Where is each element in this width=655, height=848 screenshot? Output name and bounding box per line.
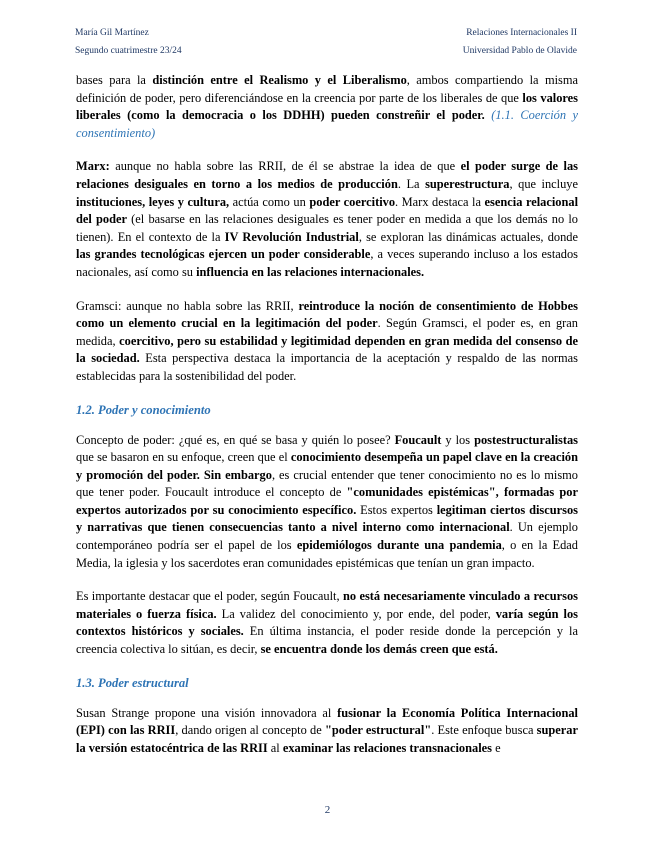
paragraph <box>76 588 578 658</box>
text-run: Estos expertos <box>356 502 437 517</box>
text-run: e <box>491 740 501 755</box>
bold-text: postestructuralistas <box>474 432 578 447</box>
bold-text: el poder surge de las relaciones desiguales en torno a los medios de producción <box>76 159 578 191</box>
text-run: 1.2. Poder y conocimiento <box>76 402 211 417</box>
cross-reference: (1.1. Coerción y consentimiento) <box>76 108 578 140</box>
text-run: Susan Strange propone una visión innovadora al <box>76 705 338 720</box>
text-run: , o en la Edad Media, la iglesia y los sacerdotes eran comunidades epistémicas que tenían un gran impacto. <box>76 538 579 570</box>
bold-text: no está necesariamente vinculado a recursos materiales o fuerza física. <box>76 589 578 621</box>
text-run: . Este enfoque busca <box>431 723 537 738</box>
document-body <box>76 72 578 773</box>
text-run: , se exploran las dinámicas actuales, donde <box>358 229 578 244</box>
bold-text: varía según los contextos históricos y sociales. <box>76 606 579 639</box>
text-run: . La <box>397 176 426 191</box>
text-run: aunque no habla sobre las RRII, de él se abstrae la idea de que <box>109 159 461 174</box>
paragraph <box>76 432 578 573</box>
bold-text: IV Revolución Industrial <box>224 229 359 244</box>
section-heading <box>76 675 578 692</box>
bold-text: instituciones, leyes y cultura, <box>76 194 230 209</box>
text-run: Concepto de poder: ¿qué es, en qué se basa y quién lo posee? <box>76 432 395 447</box>
text-run: bases para la <box>76 73 153 87</box>
bold-text: influencia en las relaciones internacionales. <box>196 264 425 279</box>
text-run: En última instancia, el poder reside donde la percepción y la creencia colectiva lo sitúan, es decir, <box>76 624 578 657</box>
text-run: (el basarse en las relaciones desiguales es tener poder en medida a que los demás no lo tienen). En el contexto de la <box>76 212 578 244</box>
bold-text: fusionar la Economía Política Internacional (EPI) con las RRII <box>76 705 578 738</box>
text-run: . Según Gramsci, el poder es, en gran medida, <box>76 316 578 348</box>
bold-text: distinción entre el Realismo y el Liberalismo <box>152 73 407 87</box>
bold-text: "poder estructural" <box>324 723 432 738</box>
bold-text: legitiman ciertos discursos y narrativas que tienen consecuencias tanto a nivel interno como internacional <box>76 502 578 535</box>
text-run: 1.3. Poder estructural <box>76 675 189 690</box>
page-number: 2 <box>324 804 331 816</box>
bold-text: reintroduce la noción de consentimiento de Hobbes como un elemento crucial en la legitimación del poder <box>76 298 579 331</box>
bold-text: Marx: <box>76 159 110 174</box>
bold-text: los valores liberales (como la democracia o los DDHH) pueden constreñir el poder. <box>76 90 578 123</box>
bold-text: superar la versión estatocéntrica de las RRII <box>76 723 578 755</box>
bold-text: conocimiento desempeña un papel clave en la creación y promoción del poder. Sin embargo <box>76 450 578 482</box>
bold-text: se encuentra donde los demás creen que está. <box>260 642 498 657</box>
text-run: . Un ejemplo contemporáneo podría ser el papel de los <box>76 520 578 553</box>
header-subject: Relaciones Internacionales II <box>466 28 577 38</box>
bold-text: esencia relacional del poder <box>76 194 579 227</box>
text-run: , es crucial entender que tener conocimiento no es lo mismo que tener poder. Foucault introduce el concepto de <box>76 467 579 500</box>
text-run: , ambos compartiendo la misma definición de poder, pero diferenciándose en la creencia por parte de los liberales de que <box>76 73 578 105</box>
text-run: , dando origen al concepto de <box>175 723 325 738</box>
text-run: , que incluye <box>509 176 579 191</box>
bold-text: Foucault <box>394 432 442 447</box>
bold-text: poder coercitivo <box>309 194 396 209</box>
bold-text: coercitivo, pero su estabilidad y legitimidad dependen en gran medida del consenso de la sociedad. <box>76 333 579 366</box>
text-run: que se basaron en su enfoque, creen que el <box>76 450 291 465</box>
text-run: Gramsci: aunque no habla sobre las RRII, <box>76 298 299 313</box>
text-run: y los <box>441 432 475 447</box>
text-run: Es importante destacar que el poder, según Foucault, <box>76 589 343 604</box>
header-author: María Gil Martínez <box>75 28 149 38</box>
section-heading <box>76 402 578 419</box>
text-run: La validez del conocimiento y, por ende, del poder, <box>216 606 496 621</box>
text-run: al <box>267 740 283 755</box>
bold-text: las grandes tecnológicas ejercen un poder considerable <box>76 247 371 262</box>
bold-text: epidemiólogos durante una pandemia <box>296 538 502 553</box>
text-run: Esta perspectiva destaca la importancia de la aceptación y respaldo de las normas establecidas para la sostenibilidad del poder. <box>76 351 578 383</box>
header-term: Segundo cuatrimestre 23/24 <box>75 46 182 56</box>
header-university: Universidad Pablo de Olavide <box>462 46 577 56</box>
paragraph <box>76 158 578 281</box>
paragraph <box>76 705 578 758</box>
bold-text: "comunidades epistémicas", formadas por expertos autorizados por su conocimiento específico. <box>76 485 578 517</box>
text-run: , a veces superando incluso a los estados nacionales, así como su <box>76 247 579 279</box>
paragraph <box>76 298 578 386</box>
bold-text: superestructura <box>425 176 510 191</box>
text-run: actúa como un <box>229 194 310 209</box>
bold-text: examinar las relaciones transnacionales <box>282 740 492 755</box>
text-run: . Marx destaca la <box>395 194 485 209</box>
paragraph <box>76 72 578 142</box>
